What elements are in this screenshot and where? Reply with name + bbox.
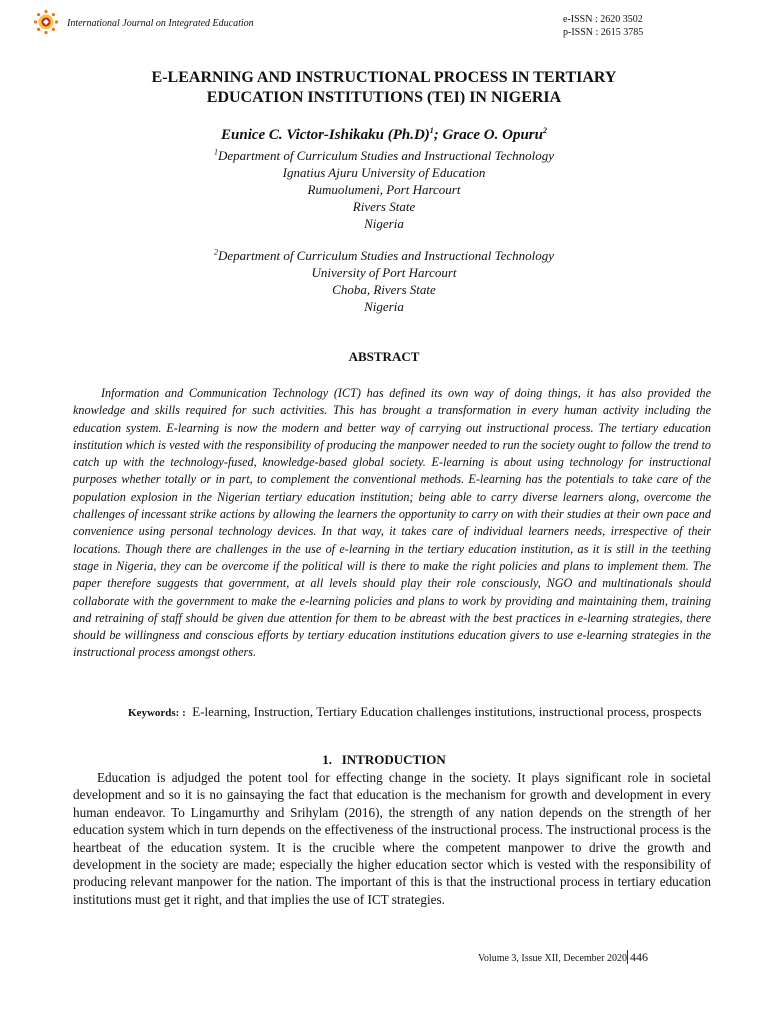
author-1: Eunice C. Victor-Ishikaku (Ph.D) bbox=[221, 127, 430, 143]
author-2: Grace O. Opuru bbox=[442, 127, 543, 143]
pissn: p-ISSN : 2615 3785 bbox=[563, 27, 644, 38]
page-footer bbox=[478, 950, 648, 965]
introduction-text: Education is adjudged the potent tool for effecting change in the society. It plays significant role in societal development and so it is no gainsaying the fact that education is the mechanism for growth and development in every human endeavor. To Lingamurthy and Srihylam (2016), the strength of any nation depends on the strength of her education system which in turn depends on the effectiveness of the instructional process. The instructional process is the heartbeat of the education system. It is the crucible where the competent manpower to drive the growth and development in the society are made; especially the higher education sector which is vested with the responsibility of producing relevant manpower for the nation. The important of this is that the instructional process in tertiary education institutions must get it right, and that implies the use of ICT strategies. bbox=[73, 770, 711, 907]
issn-block bbox=[563, 13, 643, 39]
affiliation-2-line: Choba, Rivers State bbox=[332, 282, 436, 297]
page-number: 446 bbox=[627, 950, 648, 964]
affiliation-2-line: Nigeria bbox=[364, 299, 404, 314]
affiliation-1-sup: 1 bbox=[213, 147, 218, 157]
keywords-text: E-learning, Instruction, Tertiary Education challenges institutions, instructional process, prospects bbox=[192, 704, 702, 719]
author-1-sup: 1 bbox=[429, 126, 434, 135]
affiliation-2-line: University of Port Harcourt bbox=[311, 265, 457, 280]
volume-info: Volume 3, Issue XII, December 2020 bbox=[478, 953, 627, 964]
keywords bbox=[73, 703, 711, 723]
abstract-heading: ABSTRACT bbox=[348, 349, 420, 364]
title-line-2: EDUCATION INSTITUTIONS (TEI) IN NIGERIA bbox=[206, 89, 562, 106]
affiliation-1-department: Department of Curriculum Studies and Instructional Technology bbox=[217, 148, 555, 163]
keywords-label: Keywords: : bbox=[128, 707, 186, 719]
affiliation-2-sup: 2 bbox=[213, 247, 218, 257]
title-line-1: E-LEARNING AND INSTRUCTIONAL PROCESS IN TERTIARY bbox=[151, 69, 617, 86]
author-separator: ; bbox=[433, 127, 443, 143]
affiliation-1-line: Rivers State bbox=[352, 199, 416, 214]
author-2-sup: 2 bbox=[542, 126, 547, 135]
affiliation-2-department: Department of Curriculum Studies and Instructional Technology bbox=[217, 248, 555, 263]
author-list bbox=[60, 127, 708, 144]
affiliation-1-line: Rumuolumeni, Port Harcourt bbox=[307, 182, 461, 197]
affiliation-1-line: Nigeria bbox=[364, 216, 404, 231]
paper-title bbox=[60, 68, 708, 108]
eissn: e-ISSN : 2620 3502 bbox=[563, 14, 643, 25]
journal-logo-icon bbox=[33, 9, 59, 35]
affiliation-1-line: Ignatius Ajuru University of Education bbox=[282, 165, 486, 180]
affiliation-1 bbox=[60, 147, 708, 232]
journal-name: International Journal on Integrated Education bbox=[67, 18, 254, 29]
abstract-text: Information and Communication Technology (ICT) has defined its own way of doing things, it has also provided the knowledge and skills required for such activities. This has brought a transformation in every human activity including the education system. E-learning is now the modern and better way of carrying out instructional process. The tertiary education institution which is vested with the responsibility of producing the manpower needed to run the society ought to follow the trend to catch up with the technology-fused, knowledge-based global society. E-learning is about using technology for instructional purposes whether totally or in part, to complement the conventional methods. E-learning has the potentials to take care of the population explosion in the Nigerian tertiary education institution; being able to carry diverse learners along, overcome the challenges of incessant strike actions by allowing the learners the opportunity to carry on with their studies at their own pace and convenience using personal technology devices. In that way, it takes care of individual learners needs, irrespective of their locations. Though there are challenges in the use of e-learning in the tertiary education institution, as it is still in the teething stage in Nigeria, they can be overcome if the political will is there to make the right policies and plans to implement them. The paper therefore suggests that government, at all levels should play their role consciously, NGO and multinationals should collaborate with the government to make the e-learning policies and plans to work by providing and maintaining them, training and retraining of staff should be given due attention for them to be abreast with the best practices in e-learning strategies, there should be willingness and conscious efforts by tertiary education institutions education givers to use e-learning strategies in the instructional process amongst others. bbox=[73, 386, 711, 660]
introduction-heading: 1. INTRODUCTION bbox=[322, 752, 446, 767]
affiliation-2 bbox=[60, 247, 708, 315]
